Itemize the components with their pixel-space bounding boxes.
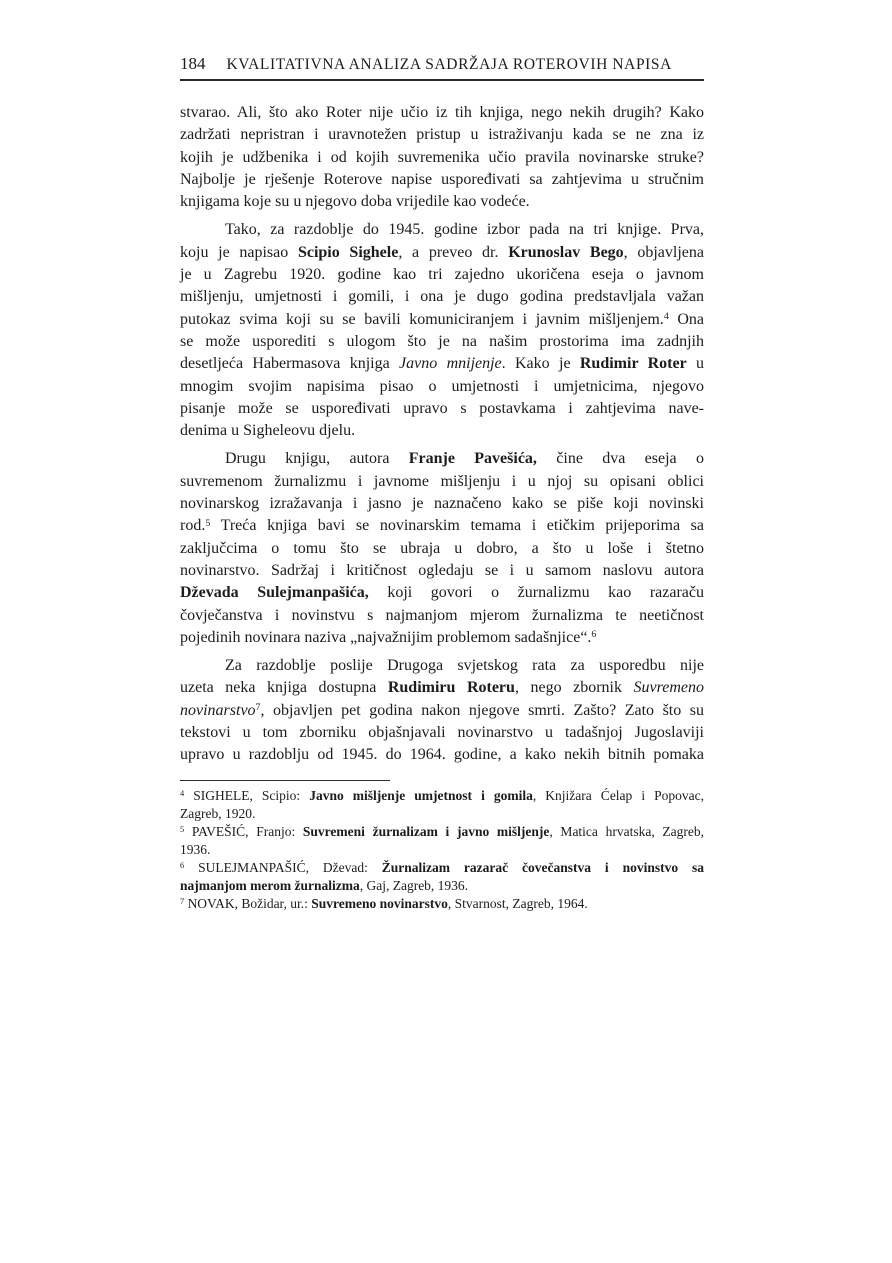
text-segment: , objavljen pet godina nakon njegove smrti. Zašto? Zato što su <box>260 701 704 719</box>
text-segment: , Knjižara Ćelap i Popovac, <box>532 787 705 803</box>
text-segment: Tako, za razdoblje do 1945. godine izbor pada na tri knjige. Prva, <box>225 221 704 239</box>
page-number: 184 <box>180 54 206 73</box>
text-segment: Zagreb, 1920. <box>180 805 256 821</box>
text-segment: desetljeća Habermasova knjiga <box>180 355 400 373</box>
text-segment: , Matica hrvatska, Zagreb, <box>549 823 704 839</box>
footnote-ref: 6 <box>180 860 185 870</box>
text-line <box>180 538 704 560</box>
footnote-item <box>180 895 704 913</box>
text-segment: Javno mišljenje umjetnost i gomila <box>309 787 533 803</box>
text-segment: SULEJMANPAŠIĆ, Dževad: <box>184 859 382 875</box>
footnote-separator <box>180 780 390 781</box>
text-segment: tekstovi u tom zborniku objašnjavali novinarstvo u tadašnjoj Jugoslaviji <box>180 724 704 742</box>
text-segment: zadržati nepristran i uravnotežen pristup u istraživanju kada se ne zna iz <box>180 126 704 144</box>
text-segment: , Gaj, Zagreb, 1936. <box>359 877 469 893</box>
text-segment: , Stvarnost, Zagreb, 1964. <box>447 895 588 911</box>
text-segment: , nego zbornik <box>514 679 634 697</box>
text-segment: Suvremeni žurnalizam i javno mišljenje <box>302 823 550 839</box>
page-header <box>180 54 704 81</box>
text-line <box>180 398 704 420</box>
text-line <box>180 219 704 241</box>
footnote-ref: 7 <box>255 701 261 713</box>
text-segment: PAVEŠIĆ, Franjo: <box>184 823 303 839</box>
footnotes-section <box>180 780 704 913</box>
text-segment: Rudimir Roter <box>579 355 687 373</box>
footnote-item <box>180 823 704 859</box>
text-line <box>180 448 704 470</box>
text-line <box>180 877 704 895</box>
text-segment: uzeta neka knjiga dostupna <box>180 679 388 697</box>
text-segment: 1936. <box>180 841 211 857</box>
text-segment: novinarstvo. Sadržaj i kritičnost ogledaju se i u samom naslovu autora <box>180 561 704 579</box>
text-line <box>180 787 704 805</box>
text-line <box>180 102 704 124</box>
text-segment: koju je napisao <box>180 243 298 261</box>
text-segment: pisanje može se uspoređivati upravo s postavkama i zahtjevima nave- <box>180 399 704 417</box>
body-text <box>180 102 704 767</box>
text-segment: koji govori o žurnalizmu kao razaraču <box>368 584 704 602</box>
text-segment: Scipio Sighele <box>297 243 399 261</box>
paragraph <box>180 448 704 649</box>
text-line <box>180 124 704 146</box>
paragraph <box>180 219 704 442</box>
text-segment: Javno mnijenje <box>399 355 502 373</box>
footnote-ref: 4 <box>180 788 185 798</box>
footnote-ref: 6 <box>591 629 597 641</box>
text-segment: Drugu knjigu, autora <box>225 450 409 468</box>
text-segment: , a preveo dr. <box>398 243 509 261</box>
footnote-ref: 4 <box>663 310 669 322</box>
text-line <box>180 191 704 213</box>
text-segment: denima u Sigheleovu djelu. <box>180 422 356 440</box>
text-segment: zaključcima o tomu što se ubraja u dobro, a što u loše i štetno <box>180 539 704 557</box>
text-segment: upravo u razdoblju od 1945. do 1964. godine, a kako nekih bitnih pomaka <box>180 746 704 764</box>
text-line <box>180 805 704 823</box>
text-line <box>180 353 704 375</box>
text-segment: kojih je udžbenika i od kojih suvremenika učio pravila novinarske struke? <box>180 148 704 166</box>
text-segment: Ona <box>668 310 705 328</box>
text-segment: , objavljena <box>623 243 705 261</box>
text-segment: Žurnalizam razarač čovečanstva i novinstvo sa <box>381 859 704 875</box>
text-line <box>180 242 704 264</box>
text-segment: mišljenju, umjetnosti i gomili, i ona je dugo godina predstavljala važan <box>180 288 704 306</box>
text-line <box>180 722 704 744</box>
text-segment: pojedinih novinara naziva „najvažnijim problemom sadašnjice“. <box>180 628 592 646</box>
text-segment: mnogim svojim napisima pisao o umjetnosti i umjetnicima, njegovo <box>180 377 704 395</box>
text-segment: najmanjom merom žurnalizma <box>180 877 360 893</box>
text-line <box>180 169 704 191</box>
text-segment: čine dva eseja o <box>536 450 704 468</box>
footnote-item <box>180 859 704 895</box>
text-line <box>180 309 704 331</box>
text-segment: Najbolje je rješenje Roterove napise uspoređivati sa zahtjevima u stručnim <box>180 170 704 188</box>
text-segment: Suvremeno <box>633 679 705 697</box>
text-line <box>180 841 704 859</box>
text-segment: Krunoslav Bego <box>508 243 624 261</box>
text-line <box>180 895 704 913</box>
text-line <box>180 471 704 493</box>
text-line <box>180 859 704 877</box>
text-segment: Franje Pavešića, <box>408 450 537 468</box>
text-segment: knjigama koje su u njegovo doba vrijedile kao vodeće. <box>180 193 530 211</box>
text-segment: Za razdoblje poslije Drugoga svjetskog rata za usporedbu nije <box>225 657 704 675</box>
text-segment: Rudimiru Roteru <box>387 679 515 697</box>
paragraph <box>180 655 704 766</box>
paragraph <box>180 102 704 213</box>
text-line <box>180 700 704 722</box>
text-line <box>180 286 704 308</box>
text-segment: rod. <box>180 517 206 535</box>
text-segment: SIGHELE, Scipio: <box>184 787 310 803</box>
text-line <box>180 605 704 627</box>
text-line <box>180 515 704 537</box>
text-line <box>180 331 704 353</box>
text-line <box>180 582 704 604</box>
text-line <box>180 627 704 649</box>
footnote-item <box>180 787 704 823</box>
footnote-ref: 5 <box>180 824 185 834</box>
text-segment: . Kako je <box>501 355 580 373</box>
text-line <box>180 264 704 286</box>
text-segment: je u Zagrebu 1920. godine kao tri zajedno ukoričena eseja o javnom <box>180 266 704 284</box>
text-line <box>180 560 704 582</box>
chapter-title: KVALITATIVNA ANALIZA SADRŽAJA ROTEROVIH NAPISA <box>226 56 672 73</box>
text-segment: čovječanstva i novinstvu s najmanjom mjerom žurnalizma te neetičnost <box>180 606 704 624</box>
text-line <box>180 744 704 766</box>
text-line <box>180 493 704 515</box>
footnote-ref: 5 <box>205 517 211 529</box>
text-segment: novinarskog izražavanja i jasno je naznačeno kako se piše koji novinski <box>180 495 704 513</box>
text-segment: Treća knjiga bavi se novinarskim temama i etičkim prijeporima sa <box>210 517 704 535</box>
text-segment: novinarstvo <box>180 701 256 719</box>
text-line <box>180 147 704 169</box>
text-segment: suvremenom žurnalizmu i javnome mišljenju i u njoj su opisani oblici <box>180 472 704 490</box>
text-segment: NOVAK, Božidar, ur.: <box>184 895 312 911</box>
footnote-ref: 7 <box>180 896 185 906</box>
text-segment: se može usporediti s ulogom što je na našim prostorima ima zadnjih <box>180 332 704 350</box>
text-segment: stvarao. Ali, što ako Roter nije učio iz tih knjiga, nego nekih drugih? Kako <box>180 104 704 121</box>
text-segment: Suvremeno novinarstvo <box>311 895 448 911</box>
text-segment: Dževada Sulejmanpašića, <box>180 584 369 602</box>
text-segment: putokaz svima koji su se bavili komuniciranjem i javnim mišljenjem. <box>180 310 664 328</box>
text-segment: u <box>686 355 705 373</box>
text-line <box>180 420 704 442</box>
text-line <box>180 823 704 841</box>
text-line <box>180 376 704 398</box>
text-line <box>180 655 704 677</box>
text-line <box>180 677 704 699</box>
footnotes-list <box>180 787 704 913</box>
